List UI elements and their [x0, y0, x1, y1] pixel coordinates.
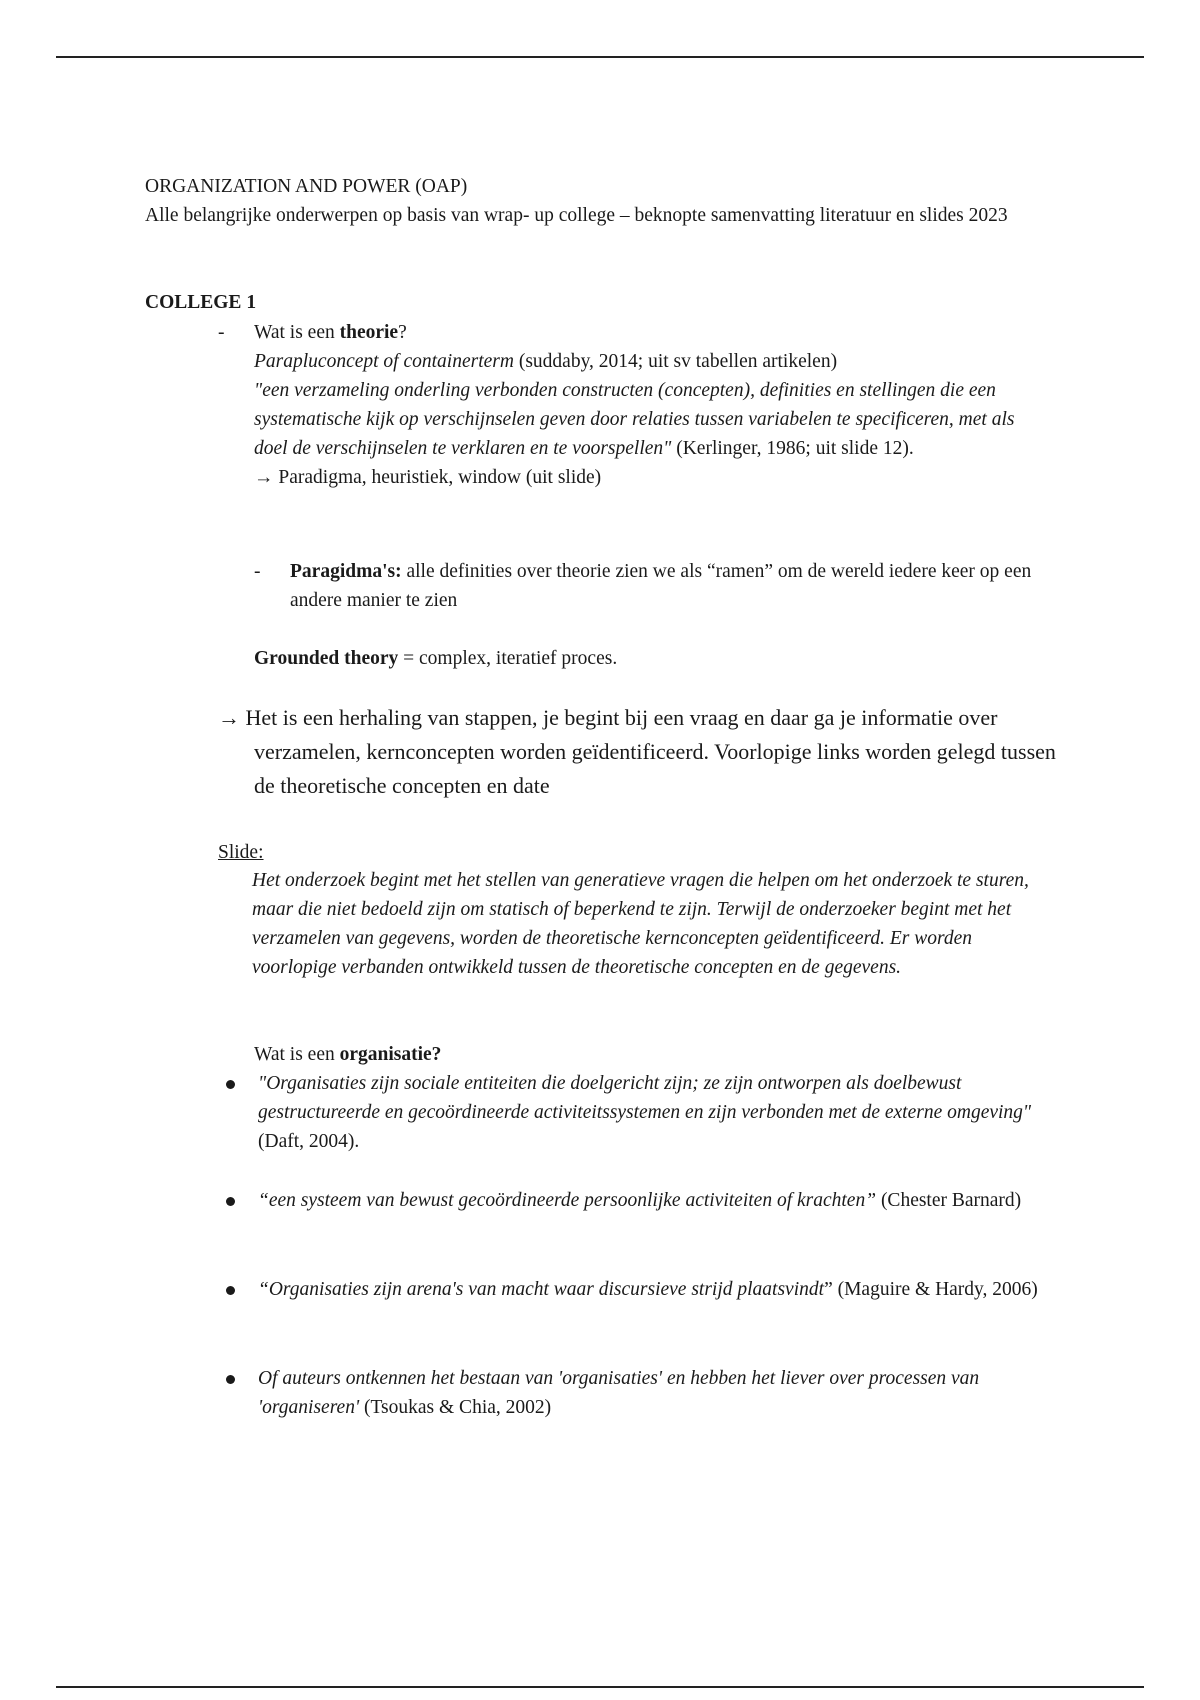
kerlinger-quote-text: "een verzameling onderling verbonden constructen (concepten), definities en stellingen die een systematische kijk op verschijnselen geven door relaties tussen variabelen te specificeren, met als doel de verschijnselen te verklaren en te voorspellen": [254, 380, 1015, 459]
herhaling-paragraph: → Het is een herhaling van stappen, je begint bij een vraag en daar ga je informatie over verzamelen, kernconcepten worden geïdentificeerd. Voorlopige links worden gelegd tussen de theoretische concepten en date: [218, 705, 1056, 798]
bullet-source: (Tsoukas & Chia, 2002): [359, 1397, 552, 1418]
paradigma-bold: Paragidma's:: [290, 561, 402, 582]
bullet-quote: Of auteurs ontkennen het bestaan van 'organisaties' en hebben het liever over processen van 'organiseren': [258, 1368, 980, 1418]
bullet-quote: “Organisaties zijn arena's van macht waar discursieve strijd plaatsvindt: [258, 1279, 825, 1300]
document-header: [145, 172, 1105, 230]
organisatie-q-bold: organisatie?: [339, 1044, 442, 1065]
theorie-block: [218, 318, 1054, 492]
organisatie-bullet: [258, 1069, 1058, 1156]
organisatie-question: [254, 1040, 1054, 1069]
slide-label: Slide:: [218, 842, 264, 863]
document-title: ORGANIZATION AND POWER (OAP): [145, 176, 468, 197]
theorie-q-pre: Wat is een: [254, 322, 340, 343]
theorie-question: [254, 318, 1054, 347]
paradigma-block: [254, 557, 1050, 615]
theorie-q-bold: theorie: [339, 322, 399, 343]
section-heading-college-1: COLLEGE 1: [145, 292, 257, 313]
bullet-quote: "Organisaties zijn sociale entiteiten die doelgericht zijn; ze zijn ontworpen als doelbewust gestructureerde en gecoördineerde activiteitssystemen en zijn verbonden met de externe omgeving": [258, 1073, 1032, 1123]
organisatie-q-pre: Wat is een: [254, 1044, 340, 1065]
kerlinger-source: (Kerlinger, 1986; uit slide 12).: [671, 438, 914, 459]
top-rule: [56, 56, 1144, 58]
grounded-bold: Grounded theory: [254, 648, 399, 669]
theorie-q-post: ?: [398, 322, 407, 343]
organisatie-bullet: [258, 1364, 1058, 1422]
bottom-rule: [56, 1686, 1144, 1688]
bullet-dot: [226, 1197, 235, 1206]
paraplu-italic: Parapluconcept of containerterm: [254, 351, 514, 372]
organisatie-bullet: [258, 1186, 1058, 1215]
bullet-dot: [226, 1080, 235, 1089]
paradigma-arrow-line: → Paradigma, heuristiek, window (uit slide): [254, 467, 602, 488]
dash-marker: -: [218, 322, 225, 343]
kerlinger-quote: [254, 376, 1034, 463]
grounded-theory-line: [254, 644, 1054, 673]
grounded-text: = complex, iteratief proces.: [398, 648, 618, 669]
dash-marker: -: [254, 561, 261, 582]
bullet-source: (Chester Barnard): [876, 1190, 1022, 1211]
bullet-source: (Daft, 2004).: [258, 1131, 360, 1152]
organisatie-bullet: [258, 1275, 1058, 1304]
paradigma-text: alle definities over theorie zien we als “ramen” om de wereld iedere keer op een andere manier te zien: [290, 561, 1032, 611]
bullet-dot: [226, 1286, 235, 1295]
paraplu-source: (suddaby, 2014; uit sv tabellen artikelen): [513, 351, 838, 372]
bullet-source: ” (Maguire & Hardy, 2006): [824, 1279, 1038, 1300]
document-subtitle: Alle belangrijke onderwerpen op basis van wrap- up college – beknopte samenvatting literatuur en slides 2023: [145, 205, 1008, 226]
bullet-dot: [226, 1375, 235, 1384]
bullet-quote: “een systeem van bewust gecoördineerde persoonlijke activiteiten of krachten”: [258, 1190, 877, 1211]
slide-text: Het onderzoek begint met het stellen van generatieve vragen die helpen om het onderzoek te sturen, maar die niet bedoeld zijn om statisch of beperkend te zijn. Terwijl de onderzoeker begint met het verzamelen van gegevens, worden de theoretische kernconcepten geïdentificeerd. Er worden voorlopige verbanden ontwikkeld tussen de theoretische concepten en de gegevens.: [252, 870, 1029, 978]
theorie-paraplu-line: [254, 347, 1054, 376]
